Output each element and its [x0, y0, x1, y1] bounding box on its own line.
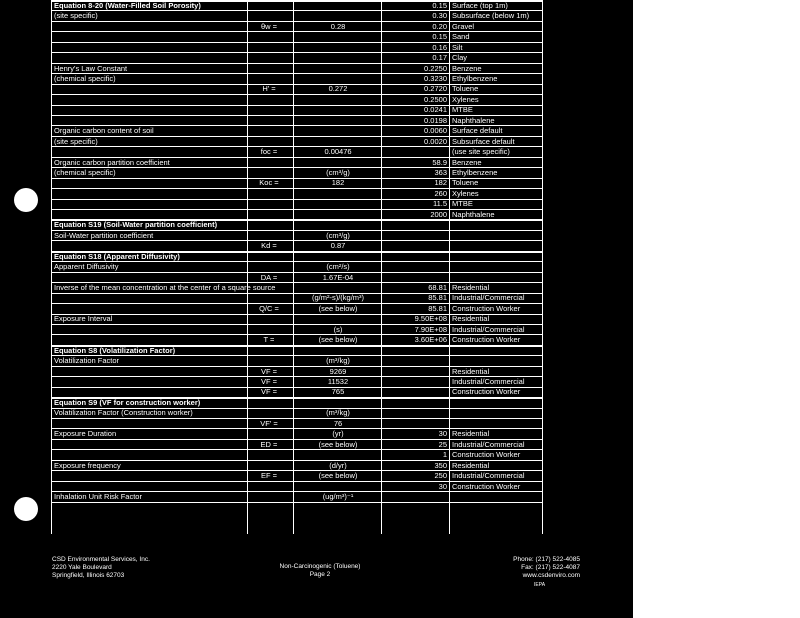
cell-sym: VF = [260, 377, 278, 386]
cell-desc: Naphthalene [452, 115, 495, 125]
cell-value: 85.81 [428, 303, 447, 313]
cell-desc: Residential [452, 366, 490, 376]
cell-sym: Koc = [259, 178, 279, 188]
cell-label: Henry's Law Constant [54, 63, 128, 73]
cell-sym: ED = [260, 439, 278, 449]
table-gridline [247, 0, 248, 534]
cell-label: Soil-Water partition coefficient [54, 230, 154, 240]
cell-label: Apparent Diffusivity [54, 262, 119, 272]
cell-desc: (use site specific) [452, 147, 510, 157]
cell-sym: VF = [260, 366, 278, 376]
cell-value: 1 [442, 450, 447, 460]
cell-sym: VF' = [260, 418, 278, 428]
cell-value: 30 [438, 481, 447, 491]
cell-desc: Xylenes [452, 94, 479, 104]
cell-value: 350 [434, 460, 447, 470]
table-rule [51, 502, 543, 503]
cell-value: 0.3230 [424, 73, 447, 83]
cell-sym: DA = [260, 272, 278, 282]
cell-desc: Toluene [452, 178, 479, 188]
cell-sym: VF = [260, 387, 278, 397]
cell-label: (site specific) [54, 136, 98, 146]
cell-desc: Sand [452, 32, 470, 42]
cell-label: Exposure frequency [54, 460, 121, 470]
cell-label: (chemical specific) [54, 168, 116, 177]
cell-mid: (see below) [318, 303, 358, 313]
cell-desc: Residential [452, 460, 490, 470]
cell-desc: Surface default [452, 126, 503, 136]
cell-sym: θw = [260, 21, 278, 31]
cell-sym: H' = [262, 84, 276, 94]
table-rule [51, 42, 543, 43]
cell-sym: T = [263, 335, 275, 345]
cell-value: 0.15 [432, 0, 447, 10]
cell-value: 0.2500 [424, 94, 447, 104]
cell-desc: Residential [452, 314, 490, 324]
cell-value: 363 [434, 168, 447, 177]
cell-label: (site specific) [54, 11, 98, 21]
cell-desc: Benzene [452, 63, 482, 73]
cell-value: 68.81 [428, 282, 447, 292]
cell-sym: Q/C = [259, 303, 279, 313]
table-rule [51, 52, 543, 53]
cell-value: 0.0241 [424, 105, 447, 115]
parameter-table [51, 0, 543, 534]
cell-value: 85.81 [428, 293, 447, 303]
cell-mid: 9269 [329, 366, 347, 376]
cell-desc: Construction Worker [452, 481, 521, 491]
cell-desc: Benzene [452, 157, 482, 167]
cell-value: 58.9 [432, 157, 447, 167]
binder-hole [14, 497, 38, 521]
cell-mid: (g/m²-s)/(kg/m³) [311, 293, 365, 303]
cell-label: Inhalation Unit Risk Factor [54, 491, 142, 501]
cell-value: 25 [438, 439, 447, 449]
cell-sym: EF = [260, 471, 278, 481]
cell-desc: Clay [452, 53, 468, 63]
cell-desc: Industrial/Commercial [452, 324, 525, 334]
cell-mid: (see below) [318, 471, 358, 481]
cell-value: 0.0060 [424, 126, 447, 136]
cell-desc: Subsurface (below 1m) [452, 11, 530, 21]
cell-value: 182 [434, 178, 447, 188]
cell-mid: 1.67E-04 [322, 272, 354, 282]
cell-label: Organic carbon partition coefficient [54, 157, 170, 167]
cell-mid: (ug/m³)⁻¹ [322, 491, 354, 501]
footer-stamp: IEPA [534, 582, 546, 588]
table-gridline [381, 0, 382, 534]
cell-desc: Residential [452, 429, 490, 439]
cell-mid: (s) [333, 324, 343, 334]
cell-label: Equation S18 (Apparent Diffusivity) [54, 251, 180, 261]
cell-value: 7.90E+08 [414, 324, 447, 334]
cell-desc: Construction Worker [452, 387, 521, 397]
cell-desc: Silt [452, 42, 463, 52]
cell-label: Exposure Interval [54, 314, 113, 324]
cell-desc: Residential [452, 282, 490, 292]
cell-mid: 0.272 [328, 84, 348, 94]
cell-label: Equation S19 (Soil-Water partition coefficient) [54, 220, 218, 230]
cell-mid: 11532 [327, 377, 349, 386]
cell-value: 0.15 [432, 32, 447, 42]
cell-desc: Industrial/Commercial [452, 293, 525, 303]
cell-label: Organic carbon content of soil [54, 126, 154, 136]
cell-desc: Industrial/Commercial [452, 377, 525, 386]
table-gridline [293, 0, 294, 534]
cell-mid: (d/yr) [329, 460, 347, 470]
cell-mid: 182 [331, 178, 345, 188]
cell-value: 0.16 [432, 42, 447, 52]
table-gridline [542, 0, 543, 534]
cell-desc: Ethylbenzene [452, 168, 498, 177]
cell-mid: (see below) [318, 439, 358, 449]
cell-sym: Kd = [261, 241, 277, 251]
cell-mid: (cm³/g) [326, 168, 350, 177]
cell-value: 0.17 [432, 53, 447, 63]
cell-desc: Gravel [452, 21, 475, 31]
cell-value: 0.2250 [424, 63, 447, 73]
cell-mid: 0.28 [330, 21, 346, 31]
cell-mid: 0.87 [330, 241, 346, 251]
cell-desc: Naphthalene [452, 209, 495, 219]
cell-desc: Ethylbenzene [452, 73, 498, 83]
cell-desc: Construction Worker [452, 335, 521, 345]
cell-mid: (see below) [318, 335, 358, 345]
footer-contact: Phone: (217) 522-4085 Fax: (217) 522-4087 www.csdenviro.com [513, 556, 580, 579]
cell-label: Volatilization Factor [54, 356, 120, 366]
cell-mid: (cm²/s) [326, 262, 350, 272]
cell-value: 2000 [430, 209, 447, 219]
cell-label: Exposure Duration [54, 429, 117, 439]
cell-desc: Subsurface default [452, 136, 515, 146]
cell-label: (chemical specific) [54, 73, 116, 83]
cell-mid: 0.00476 [324, 147, 352, 157]
cell-value: 9.50E+08 [414, 314, 447, 324]
cell-desc: MTBE [452, 105, 473, 115]
cell-value: 30 [438, 429, 447, 439]
cell-value: 250 [434, 471, 447, 481]
cell-label: Volatilization Factor (Construction worker) [54, 408, 193, 418]
cell-desc: Industrial/Commercial [452, 439, 525, 449]
footer-company: CSD Environmental Services, Inc. 2220 Yale Boulevard Springfield, Illinois 62703 [52, 556, 150, 579]
cell-value: 0.20 [432, 21, 447, 31]
cell-value: 0.0020 [424, 136, 447, 146]
cell-desc: MTBE [452, 199, 473, 209]
cell-mid: (cm³/g) [326, 230, 350, 240]
cell-desc: Xylenes [452, 188, 479, 198]
cell-mid: 76 [333, 418, 343, 428]
cell-mid: 765 [331, 387, 345, 397]
cell-desc: Industrial/Commercial [452, 471, 525, 481]
cell-label: Equation S9 (VF for construction worker) [54, 397, 201, 407]
cell-value: 0.2720 [424, 84, 447, 94]
cell-value: 3.60E+06 [414, 335, 447, 345]
table-gridline [449, 0, 450, 534]
cell-mid: (m³/kg) [326, 356, 350, 366]
cell-value: 260 [434, 188, 447, 198]
cell-value: 11.5 [432, 199, 447, 209]
binder-hole [14, 188, 38, 212]
cell-mid: (m³/kg) [326, 408, 350, 418]
cell-desc: Construction Worker [452, 303, 521, 313]
cell-sym: foc = [260, 147, 278, 157]
cell-label: Equation 8-20 (Water-Filled Soil Porosity) [54, 0, 201, 10]
cell-mid: (yr) [332, 429, 344, 439]
table-gridline [51, 0, 52, 534]
cell-label: Equation S8 (Volatilization Factor) [54, 345, 176, 355]
cell-value: 0.0198 [424, 115, 447, 125]
cell-value: 0.30 [432, 11, 447, 21]
cell-desc: Construction Worker [452, 450, 521, 460]
cell-desc: Surface (top 1m) [452, 0, 508, 10]
cell-desc: Toluene [452, 84, 479, 94]
cell-label: Inverse of the mean concentration at the center of a square source [54, 282, 276, 292]
footer-center: Non-Carcinogenic (Toluene) Page 2 [279, 563, 361, 578]
